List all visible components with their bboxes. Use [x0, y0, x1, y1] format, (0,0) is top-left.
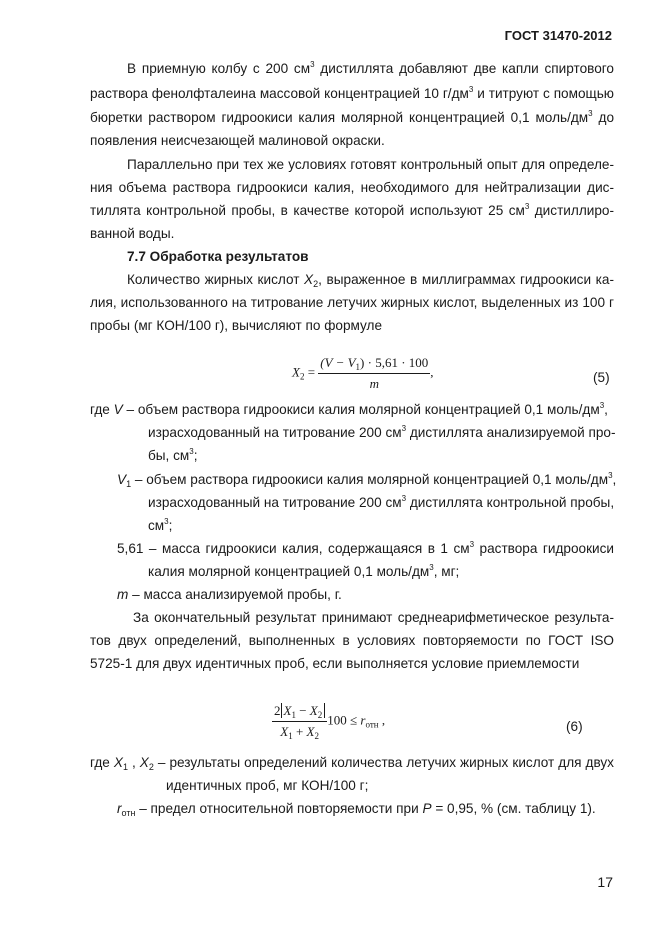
text-line: ванной воды.	[90, 226, 175, 241]
text-line: ния объема раствора гидроокиси калия, необходимого для нейтрализации дис-	[90, 180, 614, 195]
text-line: лия, использованного на титрование летучих жирных кислот, выделенных из 100 г	[90, 295, 614, 310]
definition-v: где V – объем раствора гидроокиси калия молярной концентрацией 0,1 моль/$дм^3$,	[90, 401, 608, 417]
equation-number-6: (6)	[566, 719, 583, 734]
text-line: В приемную колбу с 200 $см^3$ дистиллята добавляют две капли спиртового	[127, 60, 614, 76]
text-line: За окончательный результат принимают среднеарифметическое результа-	[133, 610, 614, 625]
definition-x1-x2: где $X_1$ , $X_2$ – результаты определений количества летучих жирных кислот для двух	[90, 755, 614, 772]
definition-v1-cont: израсходованный на титрование 200 $см^3$ дистиллята контрольной пробы,	[148, 494, 615, 510]
text-line: появления неисчезающей малиновой окраски.	[90, 133, 385, 148]
definition-v1-cont: $см^3$;	[148, 517, 173, 533]
definition-coefficient-cont: калия молярной концентрацией 0,1 моль/$дм^3$, мг;	[148, 563, 460, 579]
definition-r: $r_{отн}$ – предел относительной повторяемости при P = 0,95, % (см. таблицу 1).	[117, 801, 596, 818]
definition-v-cont: израсходованный на титрование 200 $см^3$ дистиллята анализируемой про-	[148, 424, 616, 440]
text-line: тов двух определений, выполненных в условиях повторяемости по ГОСТ ISO	[90, 633, 614, 648]
equation-number-5: (5)	[593, 370, 610, 385]
text-line: раствора фенолфталеина массовой концентрацией 10 $г/дм^3$ и титруют с помощью	[90, 85, 614, 101]
text-line: бюретки раствором гидроокиси калия молярной концентрацией 0,1 моль/$дм^3$ до	[90, 109, 615, 125]
document-code: ГОСТ 31470-2012	[504, 28, 612, 43]
text-line: 5725-1 для двух идентичных проб, если выполняется условие приемлемости	[90, 656, 580, 671]
formula-6: $\frac{2 X_1 - X_2}{X_1 + X_2}$ $100 \le r_{отн}$ ,	[274, 703, 386, 741]
section-heading: 7.7 Обработка результатов	[127, 249, 309, 264]
text-line: пробы (мг КОН/100 г), вычисляют по формуле	[90, 318, 382, 333]
page-number: 17	[597, 874, 613, 890]
definition-v-cont: бы, $см^3$;	[148, 447, 198, 463]
formula-5: $X_2$ = $\frac{(V - V_1) \cdot 5,61 \cdot 100}{m}$ ,	[292, 355, 434, 391]
text-line: тиллята контрольной пробы, в качестве которой используют 25 $см^3$ дистиллиро-	[90, 202, 614, 218]
definition-v1: $V_1$ – объем раствора гидроокиси калия молярной концентрацией 0,1 моль/$дм^3$,	[117, 471, 617, 489]
definition-m: m – масса анализируемой пробы, г.	[117, 587, 342, 602]
definition-x1-x2-cont: идентичных проб, мг КОН/100 г;	[166, 778, 369, 793]
text-line: Количество жирных кислот $X_2$, выраженное в миллиграммах гидроокиси ка-	[127, 272, 614, 289]
definition-coefficient: 5,61 – масса гидроокиси калия, содержащаяся в 1 $см^3$ раствора гидроокиси	[117, 540, 614, 556]
text-line: Параллельно при тех же условиях готовят контрольный опыт для определе-	[127, 157, 614, 172]
